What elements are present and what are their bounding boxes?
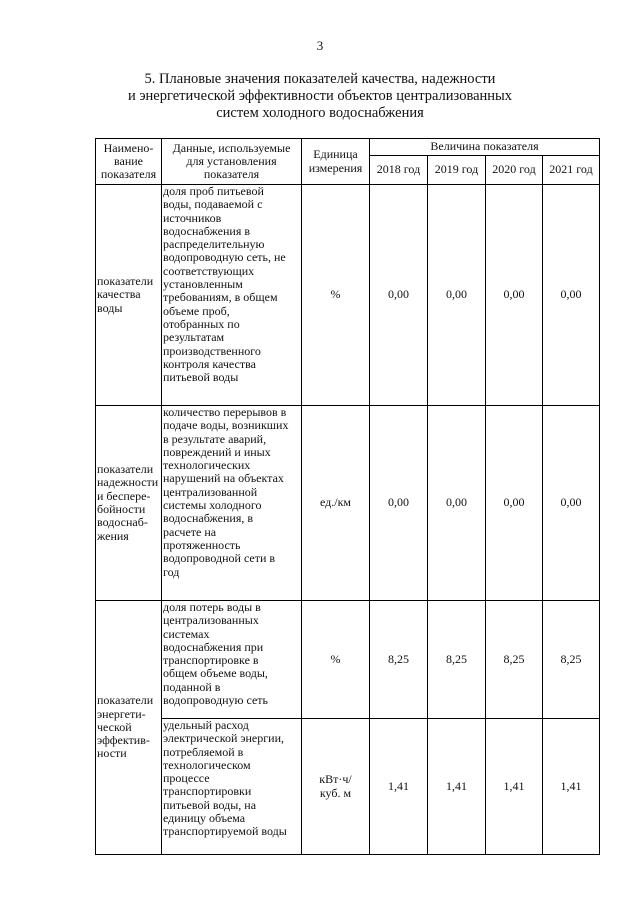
indicator-description: доля проб питьевой воды, подаваемой с источников водоснабжения в распределительную водопроводную сеть, не соответствующих установленным требованиям, в общем объеме проб, отобранных по результатам производственного контроля качества питьевой воды	[162, 185, 302, 406]
value-2018: 0,00	[370, 185, 428, 406]
value-2019: 0,00	[428, 406, 486, 601]
table-header	[96, 139, 600, 185]
indicator-description: удельный расход электрической энергии, потребляемой в технологическом процессе транспортировки питьевой воды, на единицу объема транспортируемой воды	[162, 719, 302, 855]
table-row	[96, 601, 600, 719]
header-year-2021: 2021 год	[543, 156, 600, 185]
value-2021: 0,00	[543, 406, 600, 601]
header-unit: Единица измерения	[302, 139, 370, 185]
indicator-group-reliability: показатели надежности и беспере- бойности водоснаб- жения	[96, 406, 162, 601]
indicator-unit: %	[302, 185, 370, 406]
indicator-unit: ед./км	[302, 406, 370, 601]
value-2019: 0,00	[428, 185, 486, 406]
value-2018: 1,41	[370, 719, 428, 855]
indicator-unit: %	[302, 601, 370, 719]
value-2020: 8,25	[486, 601, 543, 719]
value-2018: 0,00	[370, 406, 428, 601]
table-row	[96, 719, 600, 855]
header-indicator-value: Величина показателя	[370, 139, 600, 156]
header-year-2019: 2019 год	[428, 156, 486, 185]
indicator-description: доля потерь воды в централизованных системах водоснабжения при транспортировке в общем объеме воды, поданной в водопроводную сеть	[162, 601, 302, 719]
page-number: 3	[316, 38, 324, 53]
header-year-2020: 2020 год	[486, 156, 543, 185]
value-2020: 0,00	[486, 185, 543, 406]
indicator-description: количество перерывов в подаче воды, возникших в результате аварий, повреждений и иных технологических нарушений на объектах централизованной системы холодного водоснабжения, в расчете на протяженность водопроводной сети в год	[162, 406, 302, 601]
heading-line-3: систем холодного водоснабжения	[216, 105, 424, 121]
indicator-unit: кВт·ч/ куб. м	[302, 719, 370, 855]
value-2018: 8,25	[370, 601, 428, 719]
document-heading	[0, 71, 640, 122]
table-row	[96, 406, 600, 601]
heading-line-2: и энергетической эффективности объектов централизованных	[127, 88, 513, 104]
indicator-group-energy-efficiency: показатели энергети- ческой эффектив- ности	[96, 601, 162, 855]
value-2021: 1,41	[543, 719, 600, 855]
value-2021: 8,25	[543, 601, 600, 719]
value-2019: 8,25	[428, 601, 486, 719]
header-year-2018: 2018 год	[370, 156, 428, 185]
value-2021: 0,00	[543, 185, 600, 406]
indicators-table	[95, 138, 600, 855]
header-source-data: Данные, используемые для установления показателя	[162, 139, 302, 185]
indicator-group-quality: показатели качества воды	[96, 185, 162, 406]
value-2019: 1,41	[428, 719, 486, 855]
heading-line-1: 5. Плановые значения показателей качества, надежности	[144, 71, 496, 87]
table-row	[96, 185, 600, 406]
value-2020: 0,00	[486, 406, 543, 601]
value-2020: 1,41	[486, 719, 543, 855]
header-indicator-name: Наимено- вание показателя	[96, 139, 162, 185]
